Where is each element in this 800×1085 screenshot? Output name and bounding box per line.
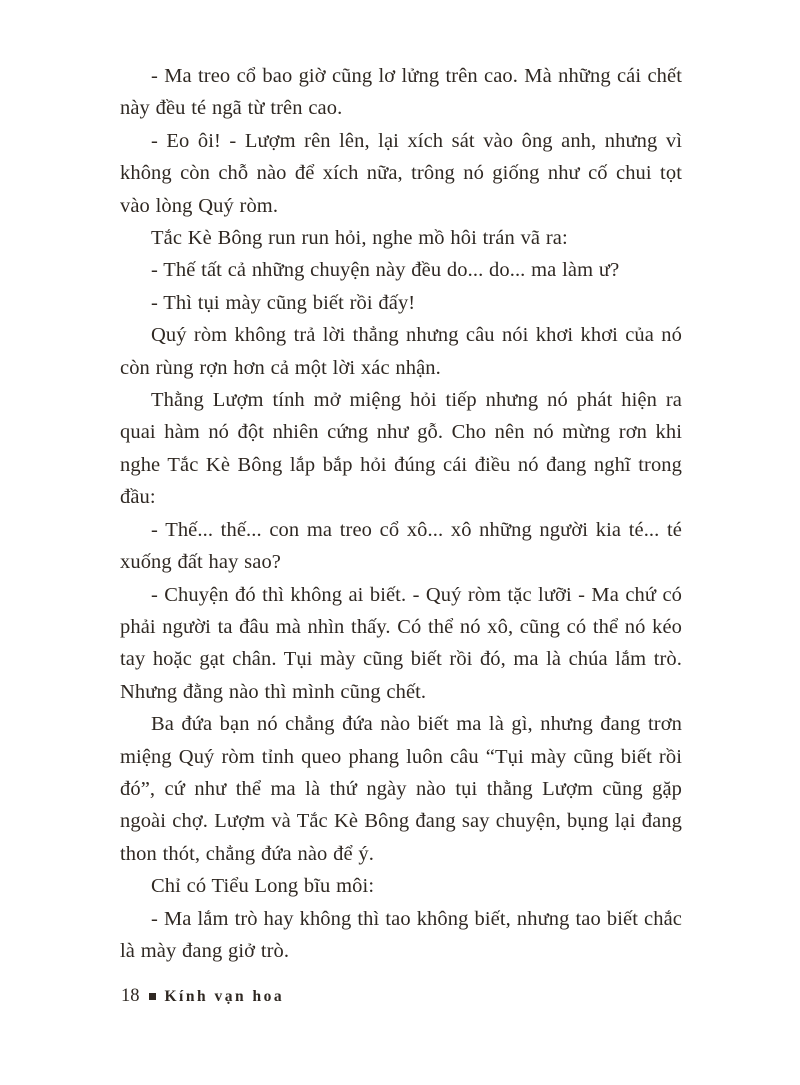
paragraph: Quý ròm không trả lời thẳng nhưng câu nói khơi khơi của nó còn rùng rợn hơn cả một lời xác nhận. [120, 324, 682, 379]
paragraph: Thằng Lượm tính mở miệng hỏi tiếp nhưng nó phát hiện ra quai hàm nó đột nhiên cứng như gỗ. Cho nên nó mừng rơn khi nghe Tắc Kè Bông lắp bắp hỏi đúng cái điều nó đang nghĩ trong đầu: [120, 389, 682, 509]
paragraph: Ba đứa bạn nó chẳng đứa nào biết ma là gì, nhưng đang trơn miệng Quý ròm tỉnh queo phang luôn câu “Tụi mày cũng biết rồi đó”, cứ như thể ma là thứ ngày nào tụi thằng Lượm cũng gặp ngoài chợ. Lượm và Tắc Kè Bông đang say chuyện, bụng lại đang thon thót, chẳng đứa nào để ý. [120, 713, 682, 865]
running-title: Kính vạn hoa [164, 987, 285, 1005]
paragraph: Chỉ có Tiểu Long bĩu môi: [151, 875, 375, 898]
page-footer [121, 986, 284, 1007]
paragraph: - Thế... thế... con ma treo cổ xô... xô những người kia té... té xuống đất hay sao? [120, 518, 682, 574]
paragraph: - Thế tất cả những chuyện này đều do... do... ma làm ư? [151, 259, 620, 282]
paragraph: - Thì tụi mày cũng biết rồi đấy! [151, 291, 416, 314]
paragraph: - Ma treo cổ bao giờ cũng lơ lửng trên cao. Mà những cái chết này đều té ngã từ trên cao. [120, 65, 682, 120]
paragraph: - Chuyện đó thì không ai biết. - Quý ròm tặc lưỡi - Ma chứ có phải người ta đâu mà nhìn thấy. Có thể nó xô, cũng có thể nó kéo tay hoặc gạt chân. Tụi mày cũng biết rồi đó, ma là chúa lắm trò. Nhưng đằng nào thì mình cũng chết. [120, 583, 682, 703]
paragraph: - Eo ôi! - Lượm rên lên, lại xích sát vào ông anh, nhưng vì không còn chỗ nào để xích nữa, trông nó giống như cố chui tọt vào lòng Quý ròm. [120, 129, 682, 217]
body-text [120, 60, 682, 967]
square-bullet-icon [149, 993, 156, 1000]
paragraph: - Ma lắm trò hay không thì tao không biết, nhưng tao biết chắc là mày đang giở trò. [120, 907, 682, 962]
paragraph: Tắc Kè Bông run run hỏi, nghe mồ hôi trán vã ra: [151, 227, 568, 250]
page-number: 18 [121, 986, 140, 1006]
